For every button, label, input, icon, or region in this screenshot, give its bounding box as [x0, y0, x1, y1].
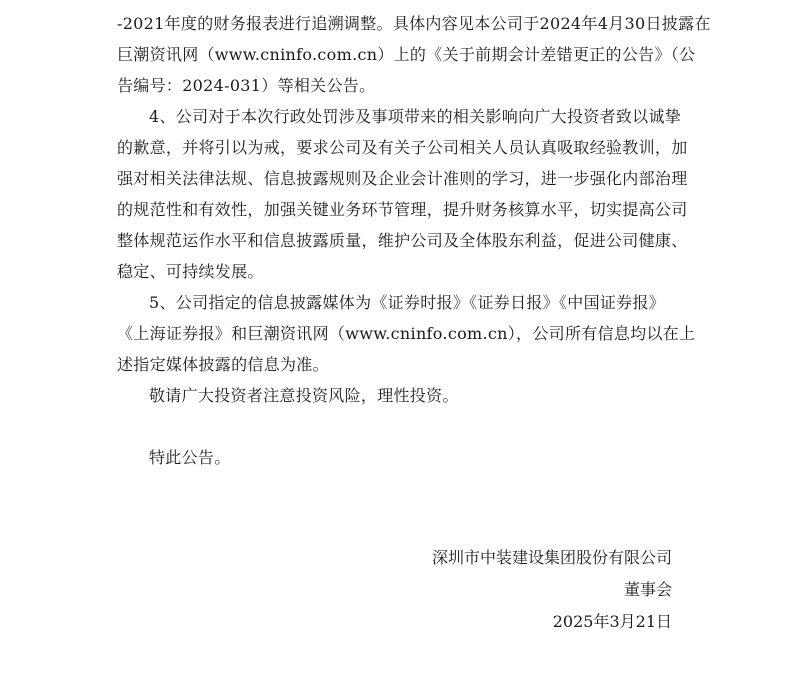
paragraph-line: -2021年度的财务报表进行追溯调整。具体内容见本公司于2024年4月30日披露在 [117, 14, 711, 33]
paragraph-line: 强对相关法律法规、信息披露规则及企业会计准则的学习，进一步强化内部治理 [117, 169, 688, 188]
paragraph-line: 整体规范运作水平和信息披露质量，维护公司及全体股东利益，促进公司健康、 [117, 231, 688, 250]
paragraph-line: 的规范性和有效性，加强关键业务环节管理，提升财务核算水平，切实提高公司 [117, 200, 688, 219]
risk-notice: 敬请广大投资者注意投资风险，理性投资。 [149, 386, 459, 405]
paragraph-line: 4、公司对于本次行政处罚涉及事项带来的相关影响向广大投资者致以诚挚 [149, 107, 682, 126]
board-label: 董事会 [623, 580, 672, 599]
company-name: 深圳市中装建设集团股份有限公司 [431, 548, 672, 567]
paragraph-line: 告编号：2024-031）等相关公告。 [117, 76, 376, 95]
paragraph-line: 稳定、可持续发展。 [117, 262, 264, 281]
paragraph-line: 5、公司指定的信息披露媒体为《证券时报》《证券日报》《中国证券报》 [149, 293, 666, 312]
signature-date: 2025年3月21日 [552, 612, 672, 631]
paragraph-line: 巨潮资讯网（www.cninfo.com.cn）上的《关于前期会计差错更正的公告》（公 [117, 45, 696, 64]
closing-remark: 特此公告。 [149, 448, 231, 467]
paragraph-line: 《上海证券报》和巨潮资讯网（www.cninfo.com.cn），公司所有信息均以在上 [117, 324, 696, 343]
paragraph-line: 的歉意，并将引以为戒，要求公司及有关子公司相关人员认真吸取经验教训，加 [117, 138, 688, 157]
paragraph-line: 述指定媒体披露的信息为准。 [117, 355, 329, 374]
